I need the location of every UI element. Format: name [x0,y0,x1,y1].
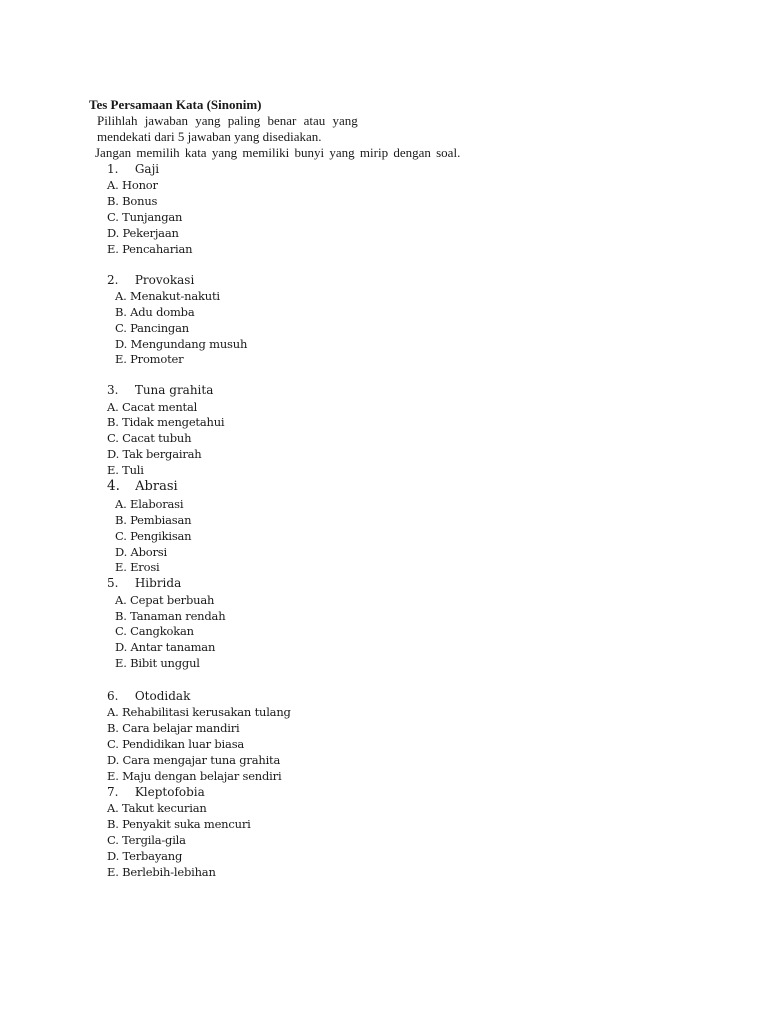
question-4-number: 4. [107,478,120,494]
question-5-header [107,575,181,591]
question-7-number: 7. [107,785,119,799]
question-1-header [107,161,159,177]
question-2-header [107,272,194,288]
instruction-line-3: Jangan memilih kata yang memiliki bunyi yang mirip dengan soal. [95,145,461,160]
question-1-word: Gaji [134,162,160,176]
question-4-option-e: E. Erosi [115,560,160,574]
question-4-option-d: D. Aborsi [115,545,167,559]
question-1-option-c: C. Tunjangan [107,210,183,224]
question-2-option-c: C. Pancingan [115,321,189,335]
question-5-number: 5. [107,576,119,590]
question-3-option-b: B. Tidak mengetahui [107,415,225,429]
question-2-option-e: E. Promoter [115,352,184,366]
question-3-option-d: D. Tak bergairah [107,447,202,461]
question-6-header [107,688,190,704]
question-4-option-c: C. Pengikisan [115,529,192,543]
question-1-option-a: A. Honor [107,178,158,192]
question-7-option-e: E. Berlebih-lebihan [107,865,216,879]
question-6-option-a: A. Rehabilitasi kerusakan tulang [107,705,291,719]
question-4-header [107,478,178,495]
question-1-option-b: B. Bonus [107,194,158,208]
question-5-option-d: D. Antar tanaman [115,640,216,654]
question-3-option-e: E. Tuli [107,463,144,477]
question-6-option-e: E. Maju dengan belajar sendiri [107,769,282,783]
question-7-option-b: B. Penyakit suka mencuri [107,817,251,831]
question-2-number: 2. [107,273,119,287]
question-3-option-a: A. Cacat mental [107,400,198,414]
question-4-option-a: A. Elaborasi [115,497,184,511]
instruction-line-1: Pilihlah jawaban yang paling benar atau yang [97,113,358,128]
question-3-word: Tuna grahita [134,383,214,397]
question-1-option-e: E. Pencaharian [107,242,193,256]
question-1-number: 1. [107,162,119,176]
question-4-word: Abrasi [135,479,178,494]
instruction-line-2: mendekati dari 5 jawaban yang disediakan. [97,129,322,144]
question-6-option-b: B. Cara belajar mandiri [107,721,240,735]
question-6-option-d: D. Cara mengajar tuna grahita [107,753,281,767]
question-3-number: 3. [107,383,119,397]
question-1-option-d: D. Pekerjaan [107,226,179,240]
question-6-word: Otodidak [134,689,191,703]
question-7-header [107,784,205,800]
question-4-option-b: B. Pembiasan [115,513,192,527]
question-6-number: 6. [107,689,119,703]
document-title: Tes Persamaan Kata (Sinonim) [89,97,262,112]
question-5-option-e: E. Bibit unggul [115,656,200,670]
question-2-word: Provokasi [134,273,195,287]
question-5-option-a: A. Cepat berbuah [115,593,215,607]
question-5-option-b: B. Tanaman rendah [115,609,226,623]
question-5-word: Hibrida [134,576,182,590]
question-7-option-c: C. Tergila-gila [107,833,186,847]
question-7-word: Kleptofobia [134,785,205,799]
question-2-option-b: B. Adu domba [115,305,195,319]
question-7-option-d: D. Terbayang [107,849,183,863]
question-2-option-a: A. Menakut-nakuti [115,289,220,303]
question-2-option-d: D. Mengundang musuh [115,337,248,351]
question-6-option-c: C. Pendidikan luar biasa [107,737,245,751]
question-3-header [107,382,213,398]
question-3-option-c: C. Cacat tubuh [107,431,192,445]
question-7-option-a: A. Takut kecurian [107,801,207,815]
question-5-option-c: C. Cangkokan [115,624,194,638]
